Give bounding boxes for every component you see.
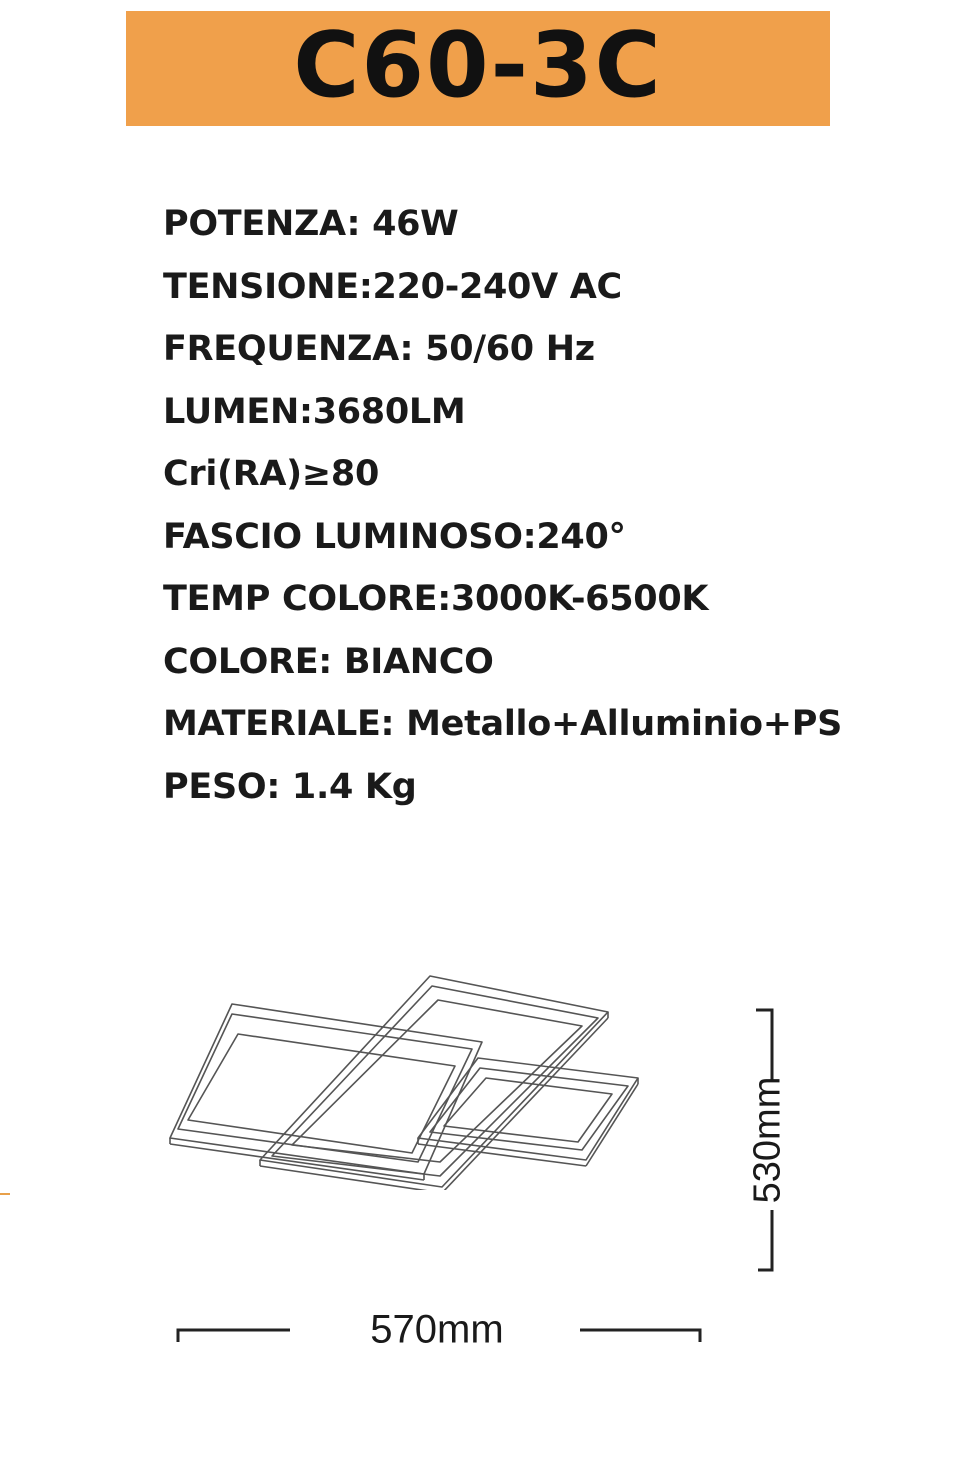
width-label: 570mm <box>370 1307 504 1352</box>
spec-weight: PESO: 1.4 Kg <box>163 766 417 807</box>
model-banner <box>126 11 830 126</box>
spec-cri: Cri(RA)≥80 <box>163 454 380 494</box>
spec-color-temp: TEMP COLORE:3000K-6500K <box>163 579 709 619</box>
spec-beam-angle: FASCIO LUMINOSO:240° <box>163 516 626 557</box>
spec-lumen: LUMEN:3680LM <box>163 391 466 432</box>
model-title: C60-3C <box>293 12 663 118</box>
spec-frequency: FREQUENZA: 50/60 Hz <box>163 329 595 369</box>
spec-power: POTENZA: 46W <box>163 204 459 244</box>
left-frame <box>170 1004 482 1180</box>
spec-voltage: TENSIONE:220-240V AC <box>163 266 622 307</box>
spec-list <box>163 193 842 818</box>
lamp-drawing <box>150 960 670 1190</box>
edge-mark <box>0 1193 10 1195</box>
spec-material: MATERIALE: Metallo+Alluminio+PS <box>163 704 843 744</box>
height-label: 530mm <box>746 1076 789 1204</box>
spec-color: COLORE: BIANCO <box>163 641 494 682</box>
